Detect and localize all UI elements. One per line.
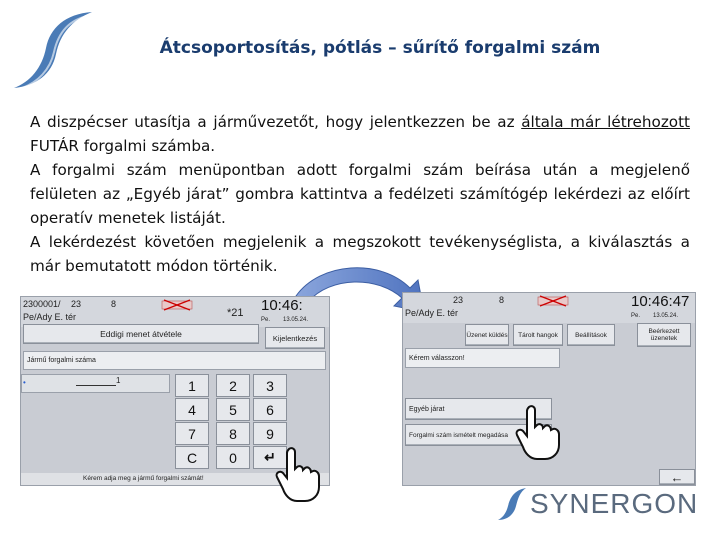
slide-header: [0, 0, 720, 100]
logout-button[interactable]: Kijelentkezés: [265, 327, 325, 349]
onboard-screen-login: [20, 296, 330, 486]
reenter-number-button[interactable]: Forgalmi szám ismételt megadása: [405, 424, 552, 446]
send-message-button[interactable]: Üzenet küldés: [465, 324, 509, 346]
key-1[interactable]: 1: [175, 374, 209, 397]
line-number: 23: [71, 299, 82, 309]
settings-button[interactable]: Beállítások: [567, 324, 615, 346]
other-trip-button[interactable]: Egyéb járat: [405, 398, 552, 420]
underlined-phrase: általa már létrehozott: [521, 113, 690, 131]
hand-pointer-icon: [275, 445, 331, 503]
paragraph-1: A diszpécser utasítja a járművezetőt, hogy jelentkezzen be az általa már létrehozott FUTÁR forgalmi számba.: [30, 113, 690, 155]
onboard-screen-menu: [402, 292, 696, 486]
synergon-swoosh-icon: [10, 8, 100, 92]
synergon-footer-swoosh-icon: [496, 486, 528, 522]
cursor-marker: •: [23, 378, 26, 387]
status-bar-2: [403, 293, 695, 323]
hand-pointer-icon-2: [515, 403, 571, 461]
slide-title: Átcsoportosítás, pótlás – sűrítő forgalmi szám: [159, 38, 601, 58]
input-value: 1: [116, 376, 121, 385]
stop-count: 8: [111, 299, 117, 309]
key-2[interactable]: 2: [216, 374, 250, 397]
stop-count-2: 8: [499, 295, 505, 305]
key-9[interactable]: 9: [253, 422, 287, 445]
choose-prompt: Kérem válasszon!: [405, 348, 560, 368]
paragraph-2: A forgalmi szám menüpontban adott forgalmi szám beírása után a megjelenő felületen az „Egyéb járat” gombra kattintva a fedélzeti számítógép lekérdezi az előírt operatív menetek listáját.: [30, 161, 690, 227]
key-3[interactable]: 3: [253, 374, 287, 397]
clock-2: 10:46:47: [631, 293, 690, 310]
gps-off-icon: [161, 299, 193, 311]
day: Pe.: [261, 317, 271, 323]
date-2: 13.05.24.: [653, 313, 679, 319]
key-clear[interactable]: C: [175, 446, 209, 469]
badge: *21: [227, 307, 244, 319]
location-2: Pe/Ady E. tér: [405, 308, 459, 318]
key-5[interactable]: 5: [216, 398, 250, 421]
day-2: Pe.: [631, 313, 641, 319]
key-8[interactable]: 8: [216, 422, 250, 445]
vehicle-number-label: Jármű forgalmi száma: [23, 351, 326, 370]
back-button[interactable]: ←: [659, 469, 695, 485]
saved-sounds-button[interactable]: Tárolt hangok: [513, 324, 563, 346]
brand-name: SYNERGON: [530, 488, 699, 519]
input-underline: [76, 385, 116, 386]
date: 13.05.24.: [283, 317, 309, 323]
key-0[interactable]: 0: [216, 446, 250, 469]
key-7[interactable]: 7: [175, 422, 209, 445]
clock: 10:46:: [261, 297, 303, 314]
status-bar: [21, 297, 329, 327]
line-number-2: 23: [453, 295, 464, 305]
paragraph-3: A lekérdezést követően megjelenik a megszokott tevékenységlista, a kiválasztás a már bemutatott módon történik.: [30, 233, 690, 275]
vehicle-number-input[interactable]: [21, 374, 170, 393]
key-4[interactable]: 4: [175, 398, 209, 421]
slide-body: [30, 110, 690, 278]
incoming-messages-button[interactable]: Beérkezett üzenetek: [637, 323, 691, 347]
status-message: Kérem adja meg a jármű forgalmi számát!: [21, 473, 329, 485]
location: Pe/Ady E. tér: [23, 312, 77, 322]
previous-trip-button[interactable]: Eddigi menet átvétele: [23, 324, 259, 344]
key-enter[interactable]: ↵: [253, 446, 287, 469]
key-6[interactable]: 6: [253, 398, 287, 421]
gps-off-icon-2: [537, 295, 569, 307]
vehicle-id: 2300001/: [23, 299, 61, 309]
